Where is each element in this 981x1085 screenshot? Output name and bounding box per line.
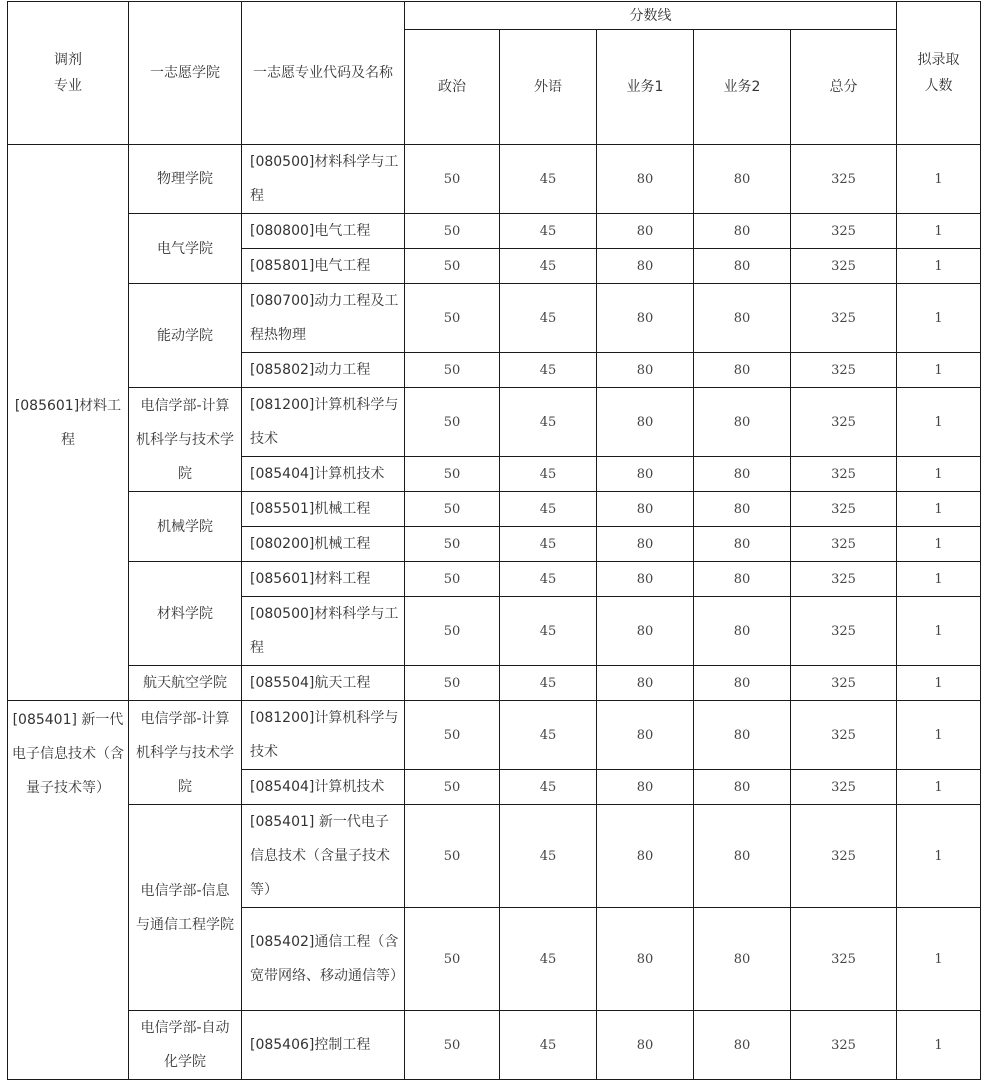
major-cell: [085402]通信工程（含宽带网络、移动通信等） (242, 908, 405, 1011)
table-row (8, 666, 981, 701)
planned-count: 1 (897, 353, 981, 388)
major-cell: [080200]机械工程 (242, 527, 405, 562)
planned-count: 1 (897, 805, 981, 908)
total-score: 325 (791, 145, 897, 214)
subject2-score: 80 (694, 284, 791, 353)
subject2-score: 80 (694, 353, 791, 388)
subject2-score: 80 (694, 527, 791, 562)
header-language: 外语 (500, 30, 597, 145)
language-score: 45 (500, 284, 597, 353)
language-score: 45 (500, 492, 597, 527)
subject2-score: 80 (694, 597, 791, 666)
subject1-score: 80 (597, 145, 694, 214)
subject1-score: 80 (597, 492, 694, 527)
subject1-score: 80 (597, 388, 694, 457)
planned-count: 1 (897, 1011, 981, 1080)
college-cell: 材料学院 (129, 562, 242, 666)
major-cell: [085404]计算机技术 (242, 770, 405, 805)
total-score: 325 (791, 249, 897, 284)
language-score: 45 (500, 527, 597, 562)
total-score: 325 (791, 701, 897, 770)
subject1-score: 80 (597, 527, 694, 562)
subject2-score: 80 (694, 1011, 791, 1080)
header-adjust-major: 调剂 专业 (8, 2, 129, 145)
subject2-score: 80 (694, 770, 791, 805)
planned-count: 1 (897, 562, 981, 597)
language-score: 45 (500, 457, 597, 492)
college-cell: 电信学部-计算机科学与技术学院 (129, 388, 242, 492)
language-score: 45 (500, 1011, 597, 1080)
table-row (8, 805, 981, 908)
major-cell: [085802]动力工程 (242, 353, 405, 388)
politics-score: 50 (405, 492, 500, 527)
table-row (8, 284, 981, 353)
planned-count: 1 (897, 145, 981, 214)
total-score: 325 (791, 805, 897, 908)
planned-count: 1 (897, 597, 981, 666)
planned-count: 1 (897, 701, 981, 770)
politics-score: 50 (405, 770, 500, 805)
subject1-score: 80 (597, 908, 694, 1011)
total-score: 325 (791, 562, 897, 597)
header-total: 总分 (791, 30, 897, 145)
table-row (8, 701, 981, 770)
subject2-score: 80 (694, 492, 791, 527)
subject1-score: 80 (597, 214, 694, 249)
subject2-score: 80 (694, 666, 791, 701)
politics-score: 50 (405, 284, 500, 353)
planned-count: 1 (897, 527, 981, 562)
planned-count: 1 (897, 388, 981, 457)
major-cell: [085504]航天工程 (242, 666, 405, 701)
language-score: 45 (500, 214, 597, 249)
subject2-score: 80 (694, 249, 791, 284)
college-cell: 航天航空学院 (129, 666, 242, 701)
total-score: 325 (791, 1011, 897, 1080)
politics-score: 50 (405, 597, 500, 666)
table-row (8, 492, 981, 527)
planned-count: 1 (897, 908, 981, 1011)
subject2-score: 80 (694, 457, 791, 492)
language-score: 45 (500, 145, 597, 214)
college-cell: 能动学院 (129, 284, 242, 388)
politics-score: 50 (405, 908, 500, 1011)
college-cell: 电信学部-计算机科学与技术学院 (129, 701, 242, 805)
politics-score: 50 (405, 701, 500, 770)
language-score: 45 (500, 249, 597, 284)
major-cell: [085401] 新一代电子信息技术（含量子技术等） (242, 805, 405, 908)
total-score: 325 (791, 492, 897, 527)
table-row (8, 145, 981, 214)
politics-score: 50 (405, 388, 500, 457)
politics-score: 50 (405, 353, 500, 388)
planned-count: 1 (897, 770, 981, 805)
subject2-score: 80 (694, 214, 791, 249)
planned-count: 1 (897, 249, 981, 284)
major-cell: [085404]计算机技术 (242, 457, 405, 492)
language-score: 45 (500, 770, 597, 805)
subject1-score: 80 (597, 770, 694, 805)
header-score-group: 分数线 (405, 2, 897, 30)
language-score: 45 (500, 805, 597, 908)
subject1-score: 80 (597, 805, 694, 908)
major-cell: [080800]电气工程 (242, 214, 405, 249)
header-subject1: 业务1 (597, 30, 694, 145)
total-score: 325 (791, 770, 897, 805)
subject2-score: 80 (694, 145, 791, 214)
major-cell: [080500]材料科学与工程 (242, 597, 405, 666)
subject2-score: 80 (694, 908, 791, 1011)
subject1-score: 80 (597, 249, 694, 284)
major-cell: [085601]材料工程 (242, 562, 405, 597)
major-cell: [080700]动力工程及工程热物理 (242, 284, 405, 353)
total-score: 325 (791, 908, 897, 1011)
subject1-score: 80 (597, 1011, 694, 1080)
language-score: 45 (500, 701, 597, 770)
major-cell: [085801]电气工程 (242, 249, 405, 284)
header-subject2: 业务2 (694, 30, 791, 145)
subject2-score: 80 (694, 701, 791, 770)
language-score: 45 (500, 597, 597, 666)
language-score: 45 (500, 908, 597, 1011)
subject1-score: 80 (597, 353, 694, 388)
total-score: 325 (791, 388, 897, 457)
planned-count: 1 (897, 492, 981, 527)
politics-score: 50 (405, 562, 500, 597)
total-score: 325 (791, 666, 897, 701)
politics-score: 50 (405, 666, 500, 701)
header-first-major: 一志愿专业代码及名称 (242, 2, 405, 145)
subject1-score: 80 (597, 457, 694, 492)
subject1-score: 80 (597, 562, 694, 597)
politics-score: 50 (405, 145, 500, 214)
total-score: 325 (791, 353, 897, 388)
politics-score: 50 (405, 1011, 500, 1080)
header-politics: 政治 (405, 30, 500, 145)
language-score: 45 (500, 353, 597, 388)
politics-score: 50 (405, 805, 500, 908)
table-row (8, 1011, 981, 1080)
subject2-score: 80 (694, 805, 791, 908)
table-row (8, 214, 981, 249)
subject1-score: 80 (597, 284, 694, 353)
language-score: 45 (500, 562, 597, 597)
subject2-score: 80 (694, 388, 791, 457)
table-row (8, 388, 981, 457)
major-cell: [081200]计算机科学与技术 (242, 701, 405, 770)
total-score: 325 (791, 214, 897, 249)
major-cell: [081200]计算机科学与技术 (242, 388, 405, 457)
planned-count: 1 (897, 457, 981, 492)
major-cell: [080500]材料科学与工程 (242, 145, 405, 214)
adjust-major-cell: [085601]材料工程 (8, 145, 129, 701)
total-score: 325 (791, 527, 897, 562)
college-cell: 电信学部-自动化学院 (129, 1011, 242, 1080)
college-cell: 机械学院 (129, 492, 242, 562)
header-first-college: 一志愿学院 (129, 2, 242, 145)
major-cell: [085406]控制工程 (242, 1011, 405, 1080)
college-cell: 物理学院 (129, 145, 242, 214)
total-score: 325 (791, 284, 897, 353)
politics-score: 50 (405, 527, 500, 562)
subject1-score: 80 (597, 597, 694, 666)
total-score: 325 (791, 457, 897, 492)
language-score: 45 (500, 388, 597, 457)
planned-count: 1 (897, 666, 981, 701)
college-cell: 电信学部-信息与通信工程学院 (129, 805, 242, 1011)
header-planned-count: 拟录取 人数 (897, 2, 981, 145)
planned-count: 1 (897, 284, 981, 353)
college-cell: 电气学院 (129, 214, 242, 284)
politics-score: 50 (405, 457, 500, 492)
admission-score-table (7, 1, 981, 1080)
subject1-score: 80 (597, 701, 694, 770)
major-cell: [085501]机械工程 (242, 492, 405, 527)
table-body (8, 145, 981, 1080)
adjust-major-cell: [085401] 新一代电子信息技术（含量子技术等） (8, 701, 129, 1080)
language-score: 45 (500, 666, 597, 701)
subject1-score: 80 (597, 666, 694, 701)
table-row (8, 562, 981, 597)
subject2-score: 80 (694, 562, 791, 597)
politics-score: 50 (405, 249, 500, 284)
planned-count: 1 (897, 214, 981, 249)
total-score: 325 (791, 597, 897, 666)
politics-score: 50 (405, 214, 500, 249)
